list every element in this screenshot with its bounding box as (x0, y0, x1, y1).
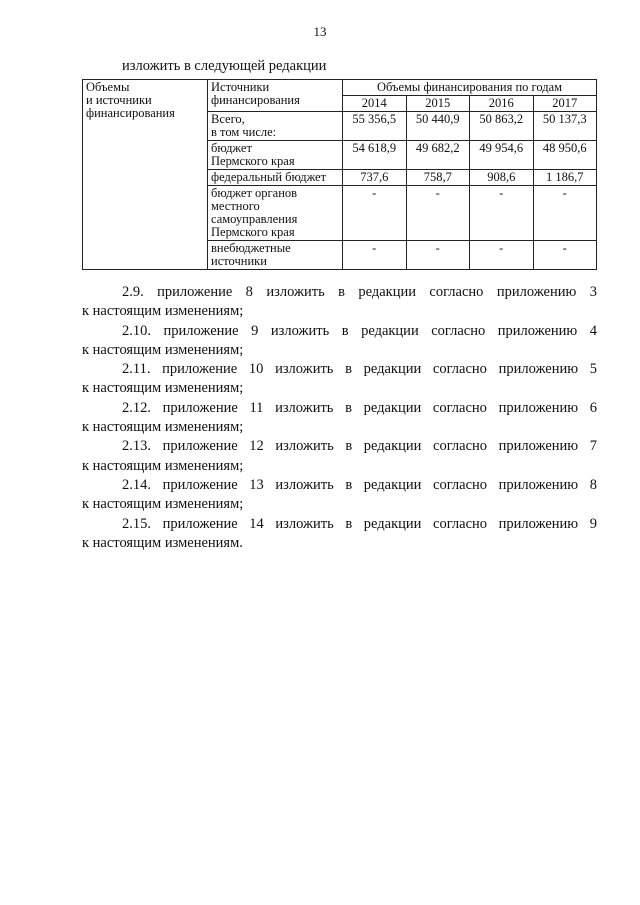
paragraph-tail: к настоящим изменениям; (82, 419, 244, 436)
value-cell: - (406, 241, 470, 270)
paragraph-lead: 2.9. приложение 8 изложить в редакции согласно приложению 3 (122, 284, 597, 300)
value-cell: 737,6 (343, 170, 407, 186)
value-cell: 758,7 (406, 170, 470, 186)
paragraph-tail: к настоящим изменениям; (82, 380, 244, 397)
source-cell: федеральный бюджет (208, 170, 343, 186)
value-cell: 49 954,6 (470, 141, 534, 170)
paragraph-tail: к настоящим изменениям; (82, 303, 244, 320)
paragraph (82, 322, 597, 361)
value-cell: 55 356,5 (343, 112, 407, 141)
paragraph-lead: 2.11. приложение 10 изложить в редакции согласно приложению 5 (122, 361, 597, 378)
paragraph (82, 399, 597, 438)
value-cell: - (533, 241, 597, 270)
paragraph (82, 437, 597, 476)
value-cell: 49 682,2 (406, 141, 470, 170)
paragraph-tail: к настоящим изменениям. (82, 534, 243, 551)
paragraph-lead: 2.14. приложение 13 изложить в редакции согласно приложению 8 (122, 476, 597, 493)
value-cell: 48 950,6 (533, 141, 597, 170)
paragraph (82, 360, 597, 399)
paragraph-lead: 2.13. приложение 12 изложить в редакции согласно приложению 7 (122, 438, 597, 455)
value-cell: 54 618,9 (343, 141, 407, 170)
value-cell: - (406, 186, 470, 241)
value-cell: 50 440,9 (406, 112, 470, 141)
value-cell: 50 863,2 (470, 112, 534, 141)
amendment-paragraphs (82, 283, 597, 553)
source-cell: Всего, в том числе: (208, 112, 343, 141)
paragraph (82, 515, 597, 554)
value-cell: 50 137,3 (533, 112, 597, 141)
paragraph-tail: к настоящим изменениям; (82, 341, 244, 358)
value-cell: - (343, 186, 407, 241)
paragraph (82, 476, 597, 515)
paragraph-lead: 2.15. приложение 14 изложить в редакции согласно приложению 9 (122, 515, 597, 532)
value-cell: 908,6 (470, 170, 534, 186)
value-cell: 1 186,7 (533, 170, 597, 186)
paragraph-tail: к настоящим изменениям; (82, 457, 244, 474)
sources-header: Источники финансирования (208, 80, 343, 112)
value-cell: - (533, 186, 597, 241)
table-header-row (83, 80, 597, 96)
paragraph-tail: к настоящим изменениям; (82, 496, 244, 513)
source-cell: бюджет Пермского края (208, 141, 343, 170)
paragraph-lead: 2.12. приложение 11 изложить в редакции согласно приложению 6 (122, 399, 597, 416)
source-cell: внебюджетные источники (208, 241, 343, 270)
financing-volumes-label: Объемы и источники финансирования (83, 80, 208, 270)
year-header: 2015 (406, 96, 470, 112)
value-cell: - (470, 241, 534, 270)
paragraph (82, 283, 597, 322)
years-header: Объемы финансирования по годам (343, 80, 597, 96)
paragraph-lead: 2.10. приложение 9 изложить в редакции согласно приложению 4 (122, 322, 597, 339)
year-header: 2016 (470, 96, 534, 112)
year-header: 2017 (533, 96, 597, 112)
source-cell: бюджет органов местного самоуправления Пермского края (208, 186, 343, 241)
intro-text: изложить в следующей редакции (122, 58, 327, 74)
year-header: 2014 (343, 96, 407, 112)
value-cell: - (470, 186, 534, 241)
page-number: 13 (313, 24, 327, 39)
financing-table (82, 79, 597, 270)
value-cell: - (343, 241, 407, 270)
